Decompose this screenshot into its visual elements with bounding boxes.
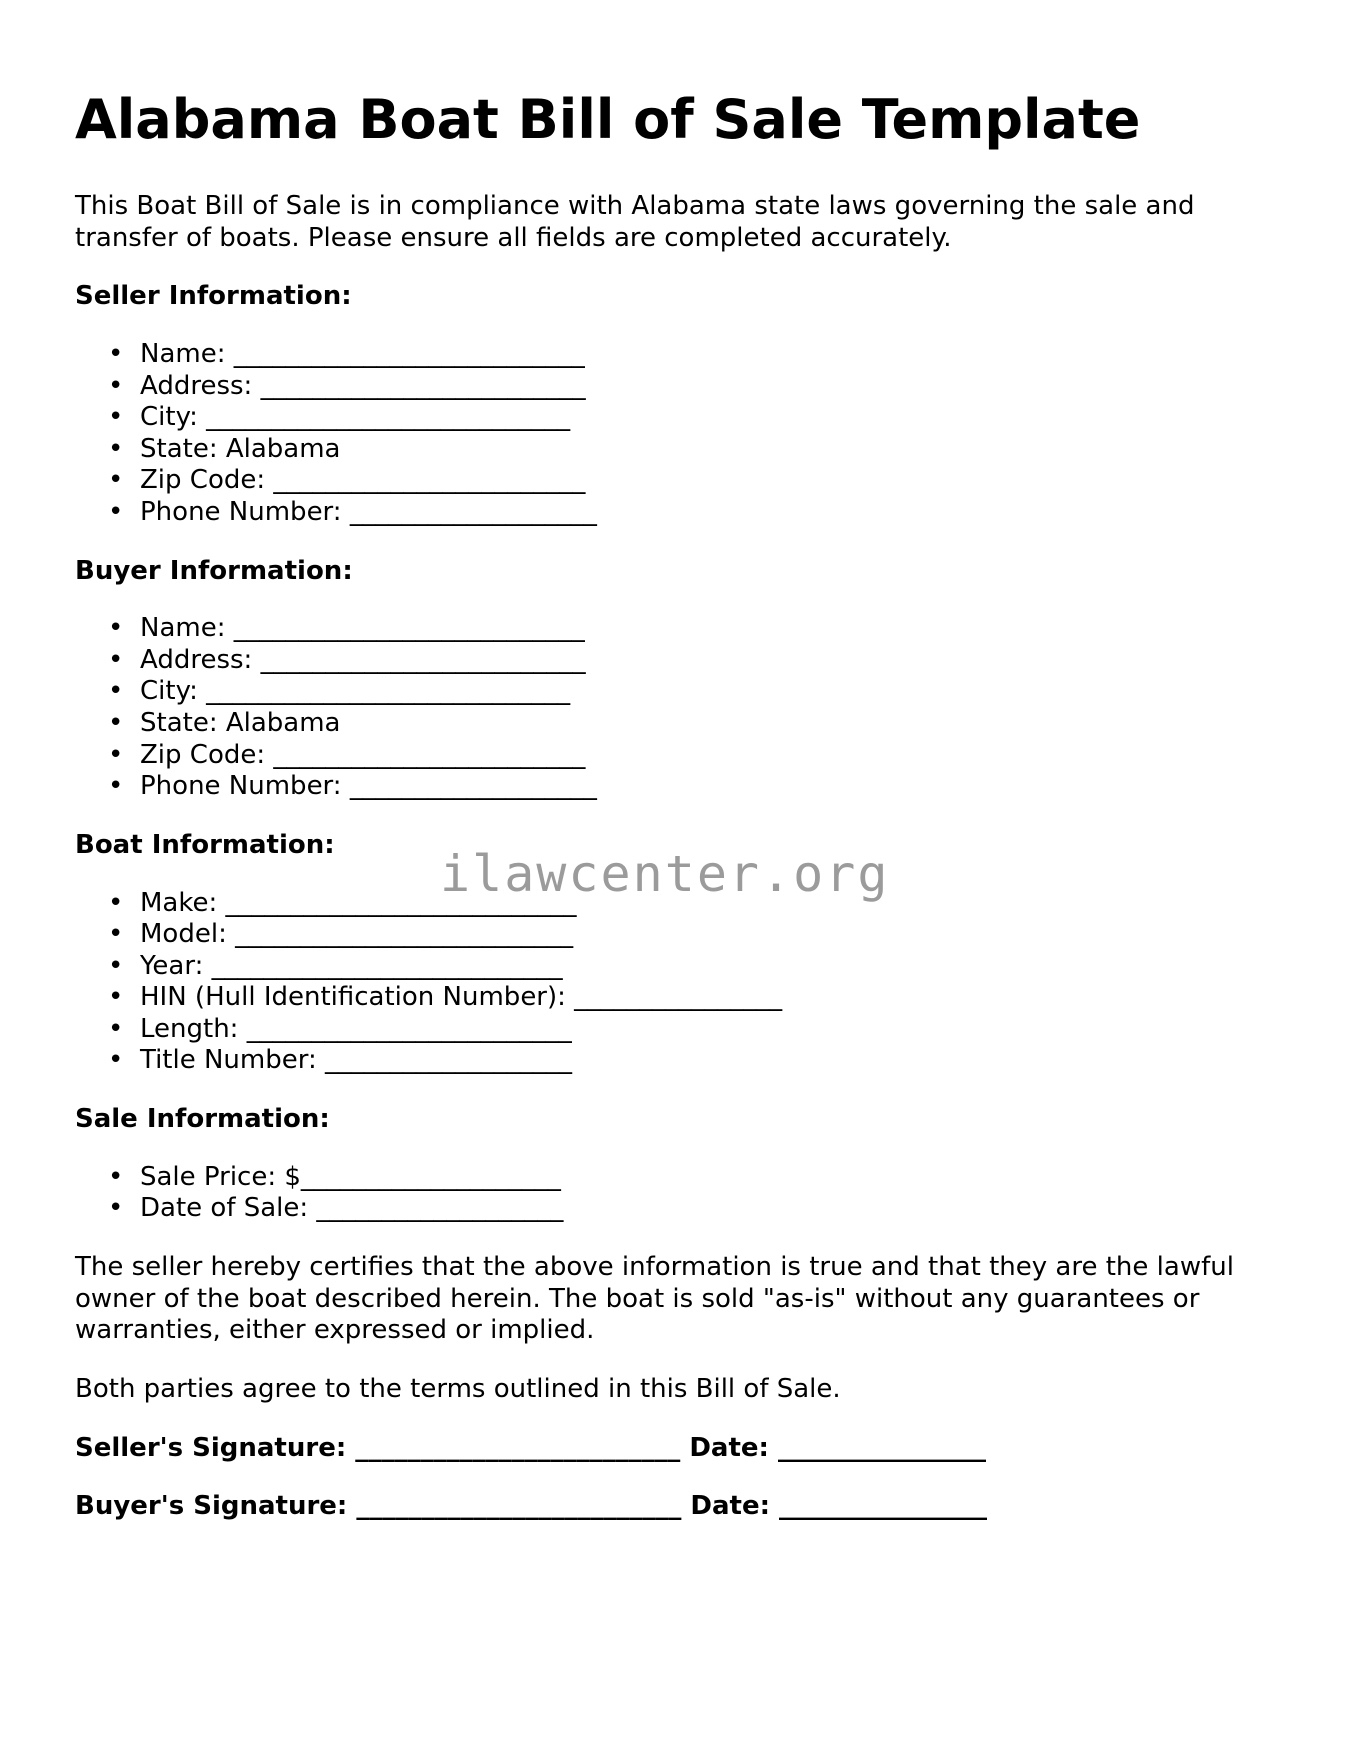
buyer-zip-field[interactable]: • Zip Code: ________________________ xyxy=(140,740,1285,772)
seller-state-field: • State: Alabama xyxy=(140,434,1285,466)
boat-length-field[interactable]: • Length: _________________________ xyxy=(140,1014,1285,1046)
boat-info-heading: Boat Information: xyxy=(75,829,335,860)
buyer-signature-line[interactable]: Buyer's Signature: _________________________ Date: ________________ xyxy=(75,1490,988,1521)
intro-paragraph: This Boat Bill of Sale is in compliance with Alabama state laws governing the sale and transfer of boats. Please ensure all fields are completed accurately. xyxy=(75,190,1195,253)
seller-name-field[interactable]: • Name: ___________________________ xyxy=(140,339,1285,371)
seller-zip-field[interactable]: • Zip Code: ________________________ xyxy=(140,465,1285,497)
boat-title-number-field[interactable]: • Title Number: ___________________ xyxy=(140,1045,1285,1077)
boat-model-field[interactable]: • Model: __________________________ xyxy=(140,919,1285,951)
page-title: Alabama Boat Bill of Sale Template xyxy=(75,88,1141,151)
buyer-state-field: • State: Alabama xyxy=(140,708,1285,740)
buyer-info-heading: Buyer Information: xyxy=(75,555,353,586)
boat-hin-field[interactable]: • HIN (Hull Identification Number): ________________ xyxy=(140,982,1285,1014)
document-page xyxy=(75,88,1285,1548)
seller-signature-line[interactable]: Seller's Signature: _________________________ Date: ________________ xyxy=(75,1432,986,1463)
certification-paragraph: The seller hereby certifies that the above information is true and that they are the lawful owner of the boat described herein. The boat is sold "as-is" without any guarantees or warranties, either expressed or implied. xyxy=(75,1251,1234,1346)
seller-address-field[interactable]: • Address: _________________________ xyxy=(140,371,1285,403)
watermark: ilawcenter.org xyxy=(440,845,890,903)
seller-phone-field[interactable]: • Phone Number: ___________________ xyxy=(140,497,1285,529)
buyer-name-field[interactable]: • Name: ___________________________ xyxy=(140,613,1285,645)
seller-city-field[interactable]: • City: ____________________________ xyxy=(140,402,1285,434)
sale-info-list xyxy=(75,1162,1285,1225)
sale-date-field[interactable]: • Date of Sale: ___________________ xyxy=(140,1193,1285,1225)
buyer-info-list xyxy=(75,613,1285,803)
sale-info-heading: Sale Information: xyxy=(75,1104,330,1135)
seller-info-heading: Seller Information: xyxy=(75,281,352,312)
buyer-address-field[interactable]: • Address: _________________________ xyxy=(140,645,1285,677)
seller-info-list xyxy=(75,339,1285,529)
buyer-city-field[interactable]: • City: ____________________________ xyxy=(140,676,1285,708)
boat-make-field[interactable]: • Make: ___________________________ xyxy=(140,888,1285,920)
buyer-phone-field[interactable]: • Phone Number: ___________________ xyxy=(140,771,1285,803)
boat-year-field[interactable]: • Year: ___________________________ xyxy=(140,951,1285,983)
boat-info-list xyxy=(75,888,1285,1078)
agreement-paragraph: Both parties agree to the terms outlined in this Bill of Sale. xyxy=(75,1374,841,1405)
sale-price-field[interactable]: • Sale Price: $____________________ xyxy=(140,1162,1285,1194)
